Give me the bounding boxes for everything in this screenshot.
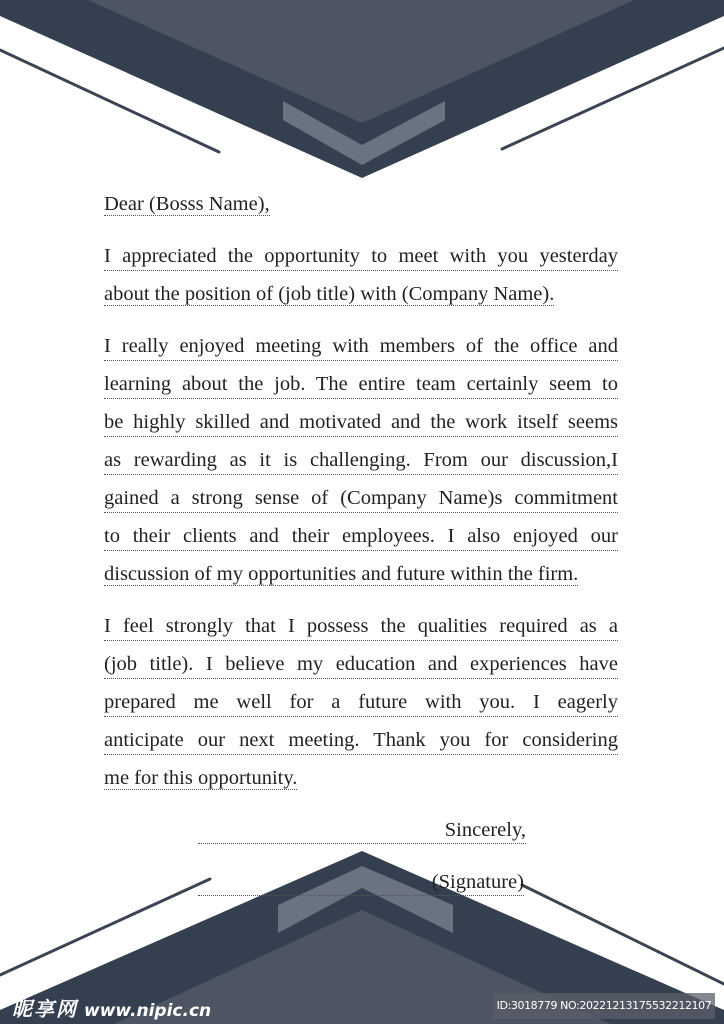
text-line: I appreciated the opportunity to meet with you yesterday xyxy=(104,242,618,271)
text-line: (job title). I believe my education and experiences have xyxy=(104,650,618,679)
text-line: me for this opportunity. xyxy=(104,767,298,789)
salutation-line xyxy=(104,190,618,228)
text-line: discussion of my opportunities and future within the firm. xyxy=(104,563,579,585)
text-line: as rewarding as it is challenging. From our discussion,I xyxy=(104,446,618,475)
signature-dotted-rule xyxy=(198,895,524,896)
paragraph-line xyxy=(104,332,618,370)
watermark-logo xyxy=(12,993,211,1022)
signature-text: (Signature) xyxy=(431,871,524,893)
text-line: I really enjoyed meeting with members of the office and xyxy=(104,332,618,361)
closing-text: Sincerely, xyxy=(444,819,526,841)
paragraph-line xyxy=(104,764,618,802)
text-line: gained a strong sense of (Company Name)s commitment xyxy=(104,484,618,513)
paragraph-line xyxy=(104,688,618,726)
watermark-id: ID:3018779 NO:20221213175532212107 xyxy=(493,993,715,1019)
paragraph-line xyxy=(104,612,618,650)
paragraph-line xyxy=(104,408,618,446)
text-line: be highly skilled and motivated and the work itself seems xyxy=(104,408,618,437)
paragraph-line xyxy=(104,650,618,688)
paragraph-line xyxy=(104,484,618,522)
text-line: about the position of (job title) with (Company Name). xyxy=(104,283,555,305)
paragraph-line xyxy=(104,446,618,484)
watermark-logo-text: 昵享网 xyxy=(12,997,78,1021)
signature-line xyxy=(198,868,524,896)
closing-line xyxy=(198,816,526,844)
paragraph-line xyxy=(104,280,618,318)
text-line: anticipate our next meeting. Thank you for considering xyxy=(104,726,618,755)
watermark-site: www.nipic.cn xyxy=(84,1001,212,1021)
text-line: learning about the job. The entire team certainly seem to xyxy=(104,370,618,399)
salutation: Dear (Bosss Name), xyxy=(104,193,270,215)
paragraph-line xyxy=(104,726,618,764)
text-line: I feel strongly that I possess the qualities required as a xyxy=(104,612,618,641)
paragraph-line xyxy=(104,242,618,280)
paragraph-line xyxy=(104,560,618,598)
paragraph-line xyxy=(104,370,618,408)
text-line: to their clients and their employees. I also enjoyed our xyxy=(104,522,618,551)
closing-dotted-rule xyxy=(198,843,526,844)
text-line: prepared me well for a future with you. I eagerly xyxy=(104,688,618,717)
paragraph-line xyxy=(104,522,618,560)
